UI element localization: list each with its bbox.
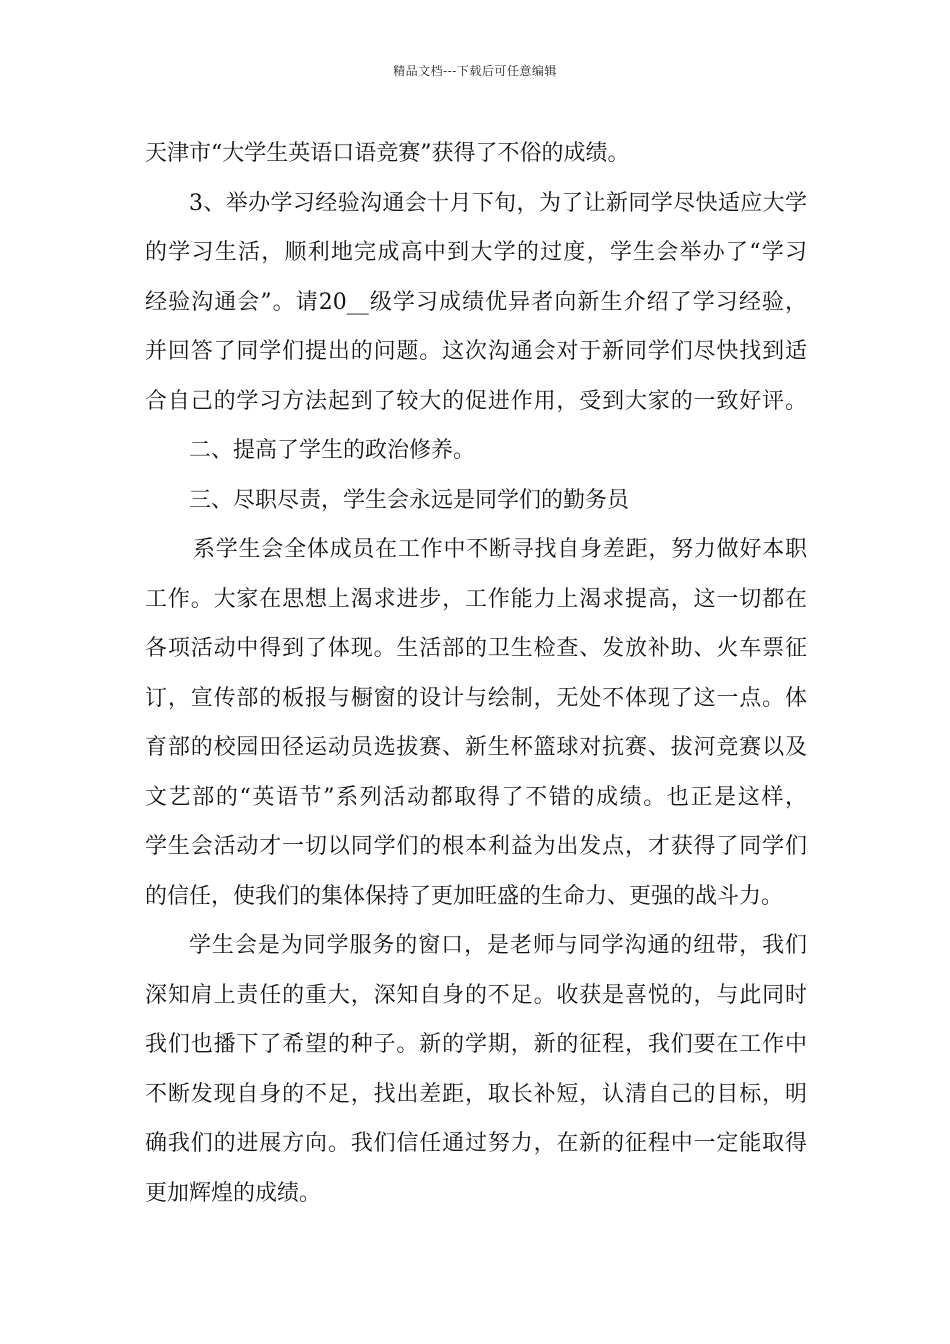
text-line: 的信任，使我们的集体保持了更加旺盛的生命力、更强的战斗力。 xyxy=(145,883,784,909)
text-line: 的学习生活，顺利地完成高中到大学的过度，学生会举办了“学习 xyxy=(145,240,807,265)
section-heading: 二、提高了学生的政治修养。 xyxy=(189,438,476,463)
text-line: 我们也播下了希望的种子。新的学期，新的征程，我们要在工作中 xyxy=(145,1032,807,1057)
section-heading: 三、尽职尽责，学生会永远是同学们的勤务员 xyxy=(189,487,630,513)
text-line: 天津市“大学生英语口语竞赛”获得了不俗的成绩。 xyxy=(145,141,630,166)
text-line: 文艺部的“英语节”系列活动都取得了不错的成绩。也正是这样， xyxy=(145,784,807,810)
text-line: 系学生会全体成员在工作中不断寻找自身差距，努力做好本职 xyxy=(193,537,807,562)
text-line: 工作。大家在思想上渴求进步，工作能力上渴求提高，这一切都在 xyxy=(145,586,807,612)
text-line: 并回答了同学们提出的问题。这次沟通会对于新同学们尽快找到适 xyxy=(145,339,807,364)
text-line: 不断发现自身的不足，找出差距，取长补短，认清自己的目标，明 xyxy=(145,1081,807,1107)
text-line: 深知肩上责任的重大，深知自身的不足。收获是喜悦的，与此同时 xyxy=(145,982,807,1008)
text-line: 订，宣传部的板报与橱窗的设计与绘制，无处不体现了这一点。体 xyxy=(145,685,807,711)
document-body xyxy=(145,129,807,1218)
text-line: 各项活动中得到了体现。生活部的卫生检查、发放补助、火车票征 xyxy=(145,636,807,661)
text-line: 经验沟通会”。请20__级学习成绩优异者向新生介绍了学习经验， xyxy=(145,289,807,315)
text-line: 学生会是为同学服务的窗口，是老师与同学沟通的纽带，我们 xyxy=(189,933,807,958)
text-line: 确我们的进展方向。我们信任通过努力，在新的征程中一定能取得 xyxy=(145,1131,807,1156)
text-line: 学生会活动才一切以同学们的根本利益为出发点，才获得了同学们 xyxy=(145,834,807,859)
text-line: 育部的校园田径运动员选拔赛、新生杯篮球对抗赛、拔河竞赛以及 xyxy=(145,735,807,760)
text-line: 合自己的学习方法起到了较大的促进作用，受到大家的一致好评。 xyxy=(145,388,807,414)
text-line: 更加辉煌的成绩。 xyxy=(145,1180,322,1206)
page-header: 精品文档---下载后可任意编辑 xyxy=(393,64,557,78)
text-line: 3、举办学习经验沟通会十月下旬，为了让新同学尽快适应大学 xyxy=(189,190,807,216)
